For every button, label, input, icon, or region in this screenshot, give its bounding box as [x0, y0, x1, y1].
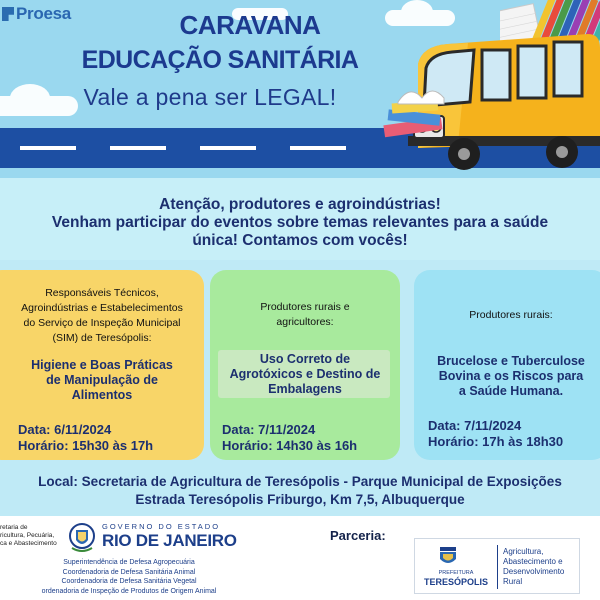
audience-line: Responsáveis Técnicos, [45, 287, 159, 299]
title-caravana: CARAVANA [179, 10, 321, 40]
announcement-line: única! Contamos com vocês! [192, 232, 408, 249]
proesa-mark-icon [2, 7, 14, 21]
partner-dept-line: Rural [503, 577, 523, 586]
title-slogan: Vale a pena ser LEGAL! [83, 84, 337, 110]
event-audience [210, 300, 400, 330]
topic-line: de Manipulação de [46, 373, 158, 387]
proesa-logo-text: Proesa [16, 4, 71, 23]
topic-line: Alimentos [71, 388, 133, 402]
event-time: Horário: 15h30 às 17h [18, 438, 154, 453]
location-line: Estrada Teresópolis Friburgo, Km 7,5, Albuquerque [135, 492, 465, 507]
road-lane [200, 146, 256, 150]
audience-line: Agroindústrias e Estabelecimentos [21, 302, 183, 314]
event-card-hygiene [0, 270, 204, 460]
partner-dept-line: Abastecimento e [503, 557, 563, 566]
event-topic [0, 358, 204, 403]
topic-line: Bovina e os Riscos para [438, 369, 584, 383]
department-line: Coordenadoria de Defesa Sanitária Animal [62, 568, 196, 576]
topic-line: Embalagens [268, 382, 342, 396]
secretaria-line: ricultura, Pecuária, [0, 532, 55, 539]
topic-line: Agrotóxicos e Destino de [229, 367, 381, 381]
state-coat-of-arms-icon [68, 522, 96, 554]
department-line: Coordenadoria de Defesa Sanitária Vegetal [61, 578, 197, 585]
teresopolis-partner-logo [414, 538, 580, 594]
audience-line: do Serviço de Inspeção Municipal [23, 317, 181, 329]
event-card-pesticides [210, 270, 400, 460]
partner-label: Parceria: [330, 528, 386, 543]
event-card-brucellosis [414, 270, 600, 460]
department-line: Superintendência de Defesa Agropecuária [63, 559, 195, 566]
partner-dept-line: Desenvolvimento [503, 567, 565, 576]
footer-logos [0, 516, 600, 600]
title-educacao-sanitaria: EDUCAÇÃO SANITÁRIA [81, 46, 359, 74]
announcement-line: Venham participar do eventos sobre temas relevantes para a saúde [51, 214, 549, 231]
department-line: ordenadoria de Inspeção de Produtos de Origem Animal [41, 587, 217, 595]
event-date: Data: 7/11/2024 [222, 422, 316, 437]
proesa-logo [2, 4, 71, 24]
event-audience [0, 286, 204, 346]
header-banner [0, 0, 600, 178]
event-date: Data: 6/11/2024 [18, 422, 112, 437]
announcement-line: Atenção, produtores e agroindústrias! [159, 196, 441, 213]
road-lane [20, 146, 76, 150]
event-time: Horário: 17h às 18h30 [428, 434, 564, 449]
school-bus-illustration [378, 24, 600, 178]
partner-divider [497, 545, 498, 589]
location-line: Local: Secretaria de Agricultura de Teresópolis - Parque Municipal de Exposições [38, 474, 562, 489]
department-list [14, 558, 244, 596]
gov-label-state: RIO DE JANEIRO [102, 531, 237, 550]
topic-line: Higiene e Boas Práticas [31, 358, 173, 372]
secretaria-line: retaria de [0, 524, 28, 531]
audience-line: agricultores: [276, 316, 334, 328]
partner-dept-line: Agricultura, [503, 547, 544, 556]
secretaria-line: ca e Abastecimento [0, 540, 57, 547]
event-topic [210, 352, 400, 397]
audience-line: Produtores rurais e [260, 301, 350, 313]
prefeitura-label: PREFEITURA [438, 570, 474, 576]
event-location [0, 466, 600, 516]
gov-label-top: GOVERNO DO ESTADO [102, 522, 221, 531]
topic-line: a Saúde Humana. [458, 384, 564, 398]
event-time: Horário: 14h30 às 16h [222, 438, 358, 453]
topic-line: Uso Correto de [259, 352, 351, 366]
event-topic [414, 354, 600, 399]
announcement [0, 178, 600, 260]
event-audience [414, 308, 600, 323]
topic-line: Brucelose e Tuberculose [437, 354, 585, 368]
audience-line: Produtores rurais: [469, 309, 553, 321]
audience-line: (SIM) de Teresópolis: [52, 332, 152, 344]
partner-department [503, 547, 581, 587]
secretaria-logo-text [0, 524, 57, 548]
teresopolis-crest-icon [435, 545, 461, 567]
teresopolis-label: TERESÓPOLIS [423, 577, 488, 587]
road-lane [290, 146, 346, 150]
road-lane [110, 146, 166, 150]
event-date: Data: 7/11/2024 [428, 418, 522, 433]
